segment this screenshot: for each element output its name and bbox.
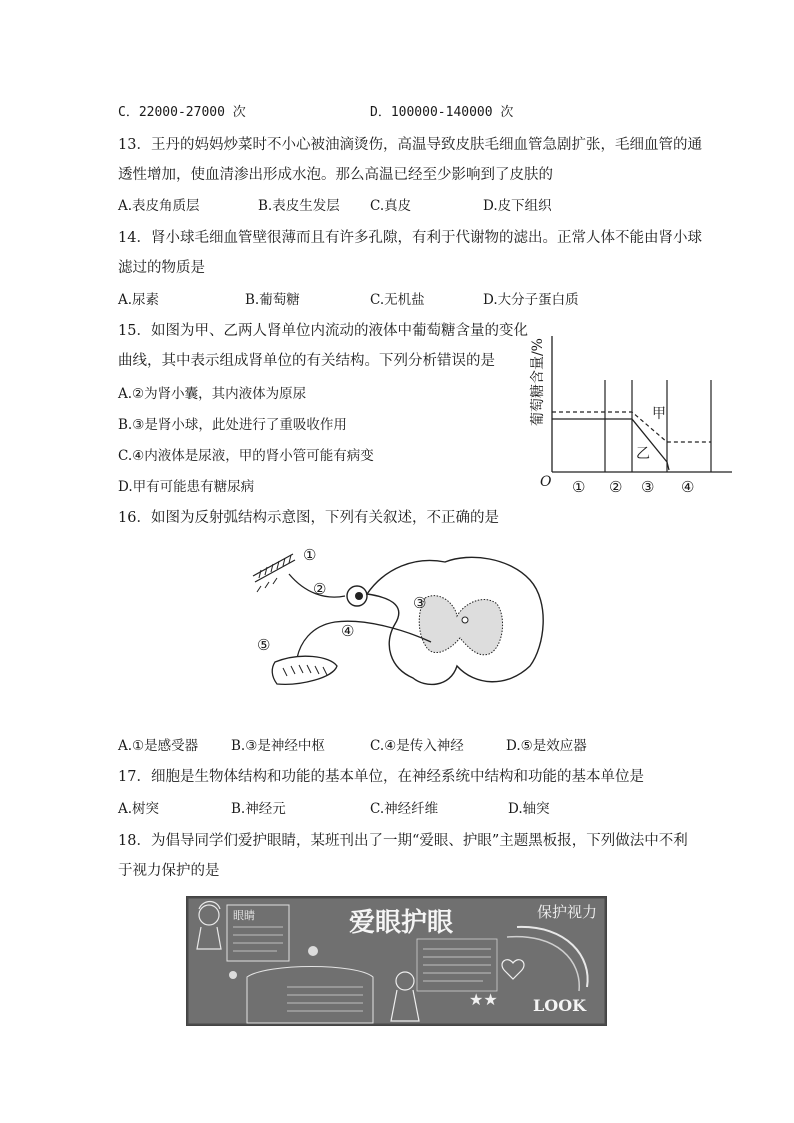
glucose-content-diagram <box>528 332 738 497</box>
q13-stem-line2: 透性增加，使血清渗出形成水泡。那么高温已经至少影响到了皮肤的 <box>118 167 553 183</box>
q12-option-d: D．100000-140000 次 <box>370 105 514 120</box>
q18-stem-line2: 于视力保护的是 <box>118 863 220 879</box>
q16-option-d: D.⑤是效应器 <box>506 738 587 754</box>
ganglion-nucleus <box>355 592 363 600</box>
reflex-arc-diagram <box>245 538 555 698</box>
central-canal <box>462 617 468 623</box>
q14-stem-line1: 14．肾小球毛细血管壁很薄而且有许多孔隙，有利于代谢物的滤出。正常人体不能由肾小球 <box>118 230 702 246</box>
q14-option-d: D.大分子蛋白质 <box>483 292 579 308</box>
q17-option-a: A.树突 <box>118 801 160 817</box>
receptor-skin <box>253 554 295 592</box>
q15-option-c: C.④内液体是尿液，甲的肾小管可能有病变 <box>118 448 374 464</box>
blackboard-drawing <box>187 897 606 1025</box>
q17-option-c: C.神经纤维 <box>370 801 439 817</box>
q13-option-c: C.真皮 <box>370 198 412 214</box>
q13-option-b: B.表皮生发层 <box>258 198 340 214</box>
svg-text:★★: ★★ <box>469 990 498 1009</box>
q17-option-b: B.神经元 <box>231 801 286 817</box>
q15-option-a: A.②为肾小囊，其内液体为原尿 <box>118 386 307 402</box>
q18-stem-line1: 18．为倡导同学们爱护眼睛，某班刊出了一期“爱眼、护眼”主题黑板报，下列做法中不利 <box>118 833 688 849</box>
label-4: ④ <box>341 622 355 640</box>
q13-option-a: A.表皮角质层 <box>118 198 200 214</box>
q17-stem-line1: 17．细胞是生物体结构和功能的基本单位，在神经系统中结构和功能的基本单位是 <box>118 769 644 785</box>
q14-stem-line2: 滤过的物质是 <box>118 260 205 276</box>
board-title: 爱眼护眼 <box>349 908 454 938</box>
q16-stem-line1: 16．如图为反射弧结构示意图，下列有关叙述，不正确的是 <box>118 510 499 526</box>
series-yi-label: 乙 <box>636 446 650 462</box>
label-2: ② <box>313 580 327 598</box>
series-jia-label: 甲 <box>652 406 666 422</box>
q15-option-b: B.③是肾小球，此处进行了重吸收作用 <box>118 417 347 433</box>
q16-option-c: C.④是传入神经 <box>370 738 464 754</box>
label-5: ⑤ <box>257 636 271 654</box>
blackboard-photo <box>186 896 607 1026</box>
corner-title: 保护视力 <box>537 903 598 921</box>
q13-option-d: D.皮下组织 <box>483 198 552 214</box>
q15-option-d: D.甲有可能患有糖尿病 <box>118 479 255 495</box>
origin-label: O <box>540 474 552 490</box>
star-decor <box>469 990 498 1009</box>
region-label-3: ③ <box>641 478 655 496</box>
q14-option-a: A.尿素 <box>118 292 160 308</box>
diagram-ylabel: 葡萄糖含量/% <box>530 338 546 427</box>
q12-option-c: C．22000-27000 次 <box>118 105 246 120</box>
q16-option-b: B.③是神经中枢 <box>231 738 325 754</box>
label-3: ③ <box>413 594 427 612</box>
left-note-title: 眼睛 <box>233 909 255 922</box>
effector-muscle <box>272 656 337 684</box>
q15-stem-line2: 曲线，其中表示组成肾单位的有关结构。下列分析错误的是 <box>118 353 495 369</box>
q13-stem-line1: 13．王丹的妈妈炒菜时不小心被油滴烫伤，高温导致皮肤毛细血管急剧扩张，毛细血管的通 <box>118 137 702 153</box>
look-text: LOOK <box>533 996 587 1015</box>
series-yi-curve <box>552 419 669 470</box>
label-1: ① <box>303 546 317 564</box>
q14-option-b: B.葡萄糖 <box>245 292 300 308</box>
region-label-2: ② <box>609 478 623 496</box>
region-label-1: ① <box>572 478 586 496</box>
q14-option-c: C.无机盐 <box>370 292 425 308</box>
region-label-4: ④ <box>681 478 695 496</box>
q15-stem-line1: 15．如图为甲、乙两人肾单位内流动的液体中葡萄糖含量的变化 <box>118 323 528 339</box>
q16-option-a: A.①是感受器 <box>118 738 199 754</box>
q17-option-d: D.轴突 <box>508 801 550 817</box>
